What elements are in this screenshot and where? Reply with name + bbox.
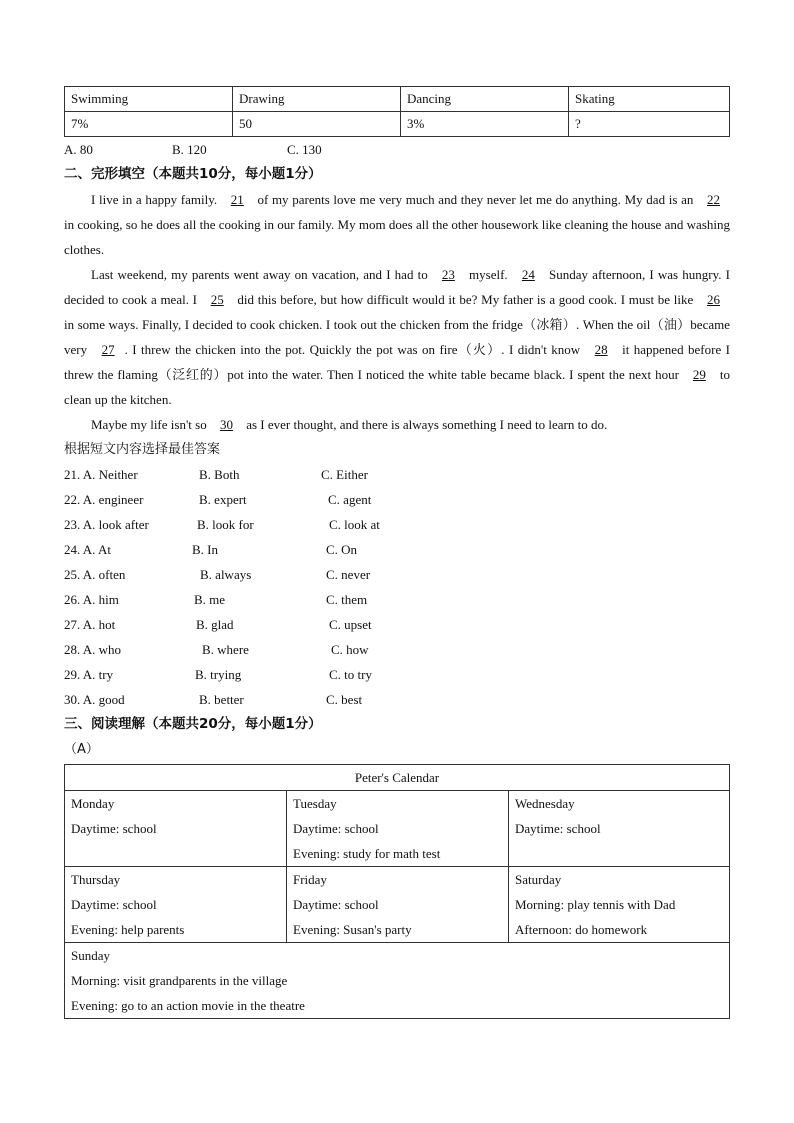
schedule-entry: Evening: study for math test <box>293 846 441 861</box>
instruction: 根据短文内容选择最佳答案 <box>64 442 221 457</box>
blank-30: 30 <box>219 417 233 432</box>
blank-29: 29 <box>692 367 706 382</box>
passage-paragraph-3: Maybe my life isn't so 30 as I ever thought, and there is always something I need to learn to do. <box>91 417 608 432</box>
blank-26: 26 <box>707 292 720 307</box>
calendar-cell-sunday <box>65 943 730 1019</box>
day-name: Wednesday <box>515 796 575 811</box>
blank-21: 21 <box>230 192 244 207</box>
question-26 <box>64 587 730 612</box>
option-c[interactable]: C. agent <box>328 492 372 507</box>
part-label: （A） <box>64 742 99 757</box>
blank-27: 27 <box>101 342 115 357</box>
exam-page <box>64 86 730 1019</box>
schedule-entry: Daytime: school <box>71 821 157 836</box>
blank-22: 22 <box>707 192 720 207</box>
schedule-entry: Daytime: school <box>71 897 157 912</box>
table-row <box>65 87 730 112</box>
table-header-cell: Skating <box>569 87 730 112</box>
schedule-entry: Afternoon: do homework <box>515 922 648 937</box>
option-b[interactable]: B. where <box>202 642 249 657</box>
option-c[interactable]: C. Either <box>321 467 368 482</box>
option-a[interactable]: A. 80 <box>64 142 93 157</box>
option-b[interactable]: B. me <box>194 592 226 607</box>
option-a[interactable]: 21. A. Neither <box>64 467 138 482</box>
blank-24: 24 <box>521 267 535 282</box>
table-row <box>65 112 730 137</box>
blank-23: 23 <box>441 267 455 282</box>
table-cell: 7% <box>65 112 233 137</box>
question-25 <box>64 562 730 587</box>
schedule-entry: Evening: Susan's party <box>293 922 412 937</box>
section-2-title: 二、完形填空（本题共10分，每小题1分） <box>64 166 322 182</box>
option-b[interactable]: B. look for <box>197 517 254 532</box>
question-21 <box>64 462 730 487</box>
question-30 <box>64 687 730 712</box>
option-a[interactable]: 26. A. him <box>64 592 119 607</box>
day-name: Saturday <box>515 872 562 887</box>
question-27 <box>64 612 730 637</box>
passage-paragraph-1: I live in a happy family. 21 of my parents love me very much and they never let me do anything. My dad is an 22 in cooking, so he does all the cooking in our family. My mom does all the other housework like cleaning the house and washing clothes. <box>64 192 730 257</box>
day-name: Tuesday <box>293 796 337 811</box>
table-row <box>65 867 730 943</box>
option-c[interactable]: C. look at <box>329 517 380 532</box>
option-c[interactable]: C. best <box>326 692 363 707</box>
calendar-cell-tuesday <box>287 791 509 867</box>
option-b[interactable]: B. expert <box>199 492 247 507</box>
schedule-entry: Daytime: school <box>293 897 379 912</box>
table-header-cell: Swimming <box>65 87 233 112</box>
option-b[interactable]: B. always <box>200 567 252 582</box>
option-c[interactable]: C. never <box>326 567 371 582</box>
blank-25: 25 <box>210 292 224 307</box>
option-b[interactable]: B. better <box>199 692 244 707</box>
option-b[interactable]: B. In <box>192 542 218 557</box>
option-c[interactable]: C. them <box>326 592 368 607</box>
table-cell: 3% <box>401 112 569 137</box>
option-a[interactable]: 27. A. hot <box>64 617 116 632</box>
calendar-cell-thursday <box>65 867 287 943</box>
calendar-table <box>64 764 730 1019</box>
day-name: Sunday <box>71 948 110 963</box>
option-a[interactable]: 30. A. good <box>64 692 125 707</box>
option-a[interactable]: 24. A. At <box>64 542 111 557</box>
table-cell: 50 <box>233 112 401 137</box>
day-name: Friday <box>293 872 327 887</box>
option-a[interactable]: 28. A. who <box>64 642 122 657</box>
table-row <box>65 765 730 791</box>
calendar-cell-wednesday <box>509 791 730 867</box>
question-24 <box>64 537 730 562</box>
hobby-table <box>64 86 730 137</box>
question-22 <box>64 487 730 512</box>
schedule-entry: Morning: play tennis with Dad <box>515 897 676 912</box>
question-29 <box>64 662 730 687</box>
option-c[interactable]: C. 130 <box>287 142 322 157</box>
question-23 <box>64 512 730 537</box>
section-3-title: 三、阅读理解（本题共20分，每小题1分） <box>64 716 322 732</box>
calendar-cell-monday <box>65 791 287 867</box>
schedule-entry: Evening: help parents <box>71 922 185 937</box>
calendar-cell-friday <box>287 867 509 943</box>
option-a[interactable]: 22. A. engineer <box>64 492 144 507</box>
table-row <box>65 791 730 867</box>
option-c[interactable]: C. On <box>326 542 358 557</box>
table-row <box>65 943 730 1019</box>
passage-paragraph-2: Last weekend, my parents went away on vacation, and I had to 23 myself. 24 Sunday afternoon, I was hungry. I decided to cook a meal. I 25 did this before, but how difficult would it be? My father is a good cook. I must be like 26 in some ways. Finally, I decided to cook chicken. I took out the chicken from the fridge（冰箱）. When the oil（油）became very 27 . I threw the chicken into the pot. Quickly the pot was on fire（火）. I didn't know 28 it happened before I threw the flaming（泛红的）pot into the water. Then I noticed the white table became black. I spent the next hour 29 to clean up the kitchen. <box>64 267 731 407</box>
table-header-cell: Dancing <box>401 87 569 112</box>
option-a[interactable]: 29. A. try <box>64 667 114 682</box>
day-name: Monday <box>71 796 115 811</box>
option-b[interactable]: B. Both <box>199 467 240 482</box>
question-28 <box>64 637 730 662</box>
day-name: Thursday <box>71 872 121 887</box>
calendar-cell-saturday <box>509 867 730 943</box>
schedule-entry: Morning: visit grandparents in the village <box>71 973 288 988</box>
table-header-cell: Drawing <box>233 87 401 112</box>
option-c[interactable]: C. how <box>331 642 369 657</box>
schedule-entry: Evening: go to an action movie in the theatre <box>71 998 305 1013</box>
blank-28: 28 <box>594 342 608 357</box>
option-a[interactable]: 23. A. look after <box>64 517 149 532</box>
calendar-title: Peter's Calendar <box>65 765 730 791</box>
option-c[interactable]: C. upset <box>329 617 372 632</box>
schedule-entry: Daytime: school <box>293 821 379 836</box>
option-b[interactable]: B. glad <box>196 617 234 632</box>
option-a[interactable]: 25. A. often <box>64 567 126 582</box>
option-b[interactable]: B. 120 <box>172 142 207 157</box>
q20-options <box>64 137 730 162</box>
question-list <box>64 462 730 712</box>
option-b[interactable]: B. trying <box>195 667 242 682</box>
schedule-entry: Daytime: school <box>515 821 601 836</box>
option-c[interactable]: C. to try <box>329 667 372 682</box>
table-cell: ? <box>569 112 730 137</box>
